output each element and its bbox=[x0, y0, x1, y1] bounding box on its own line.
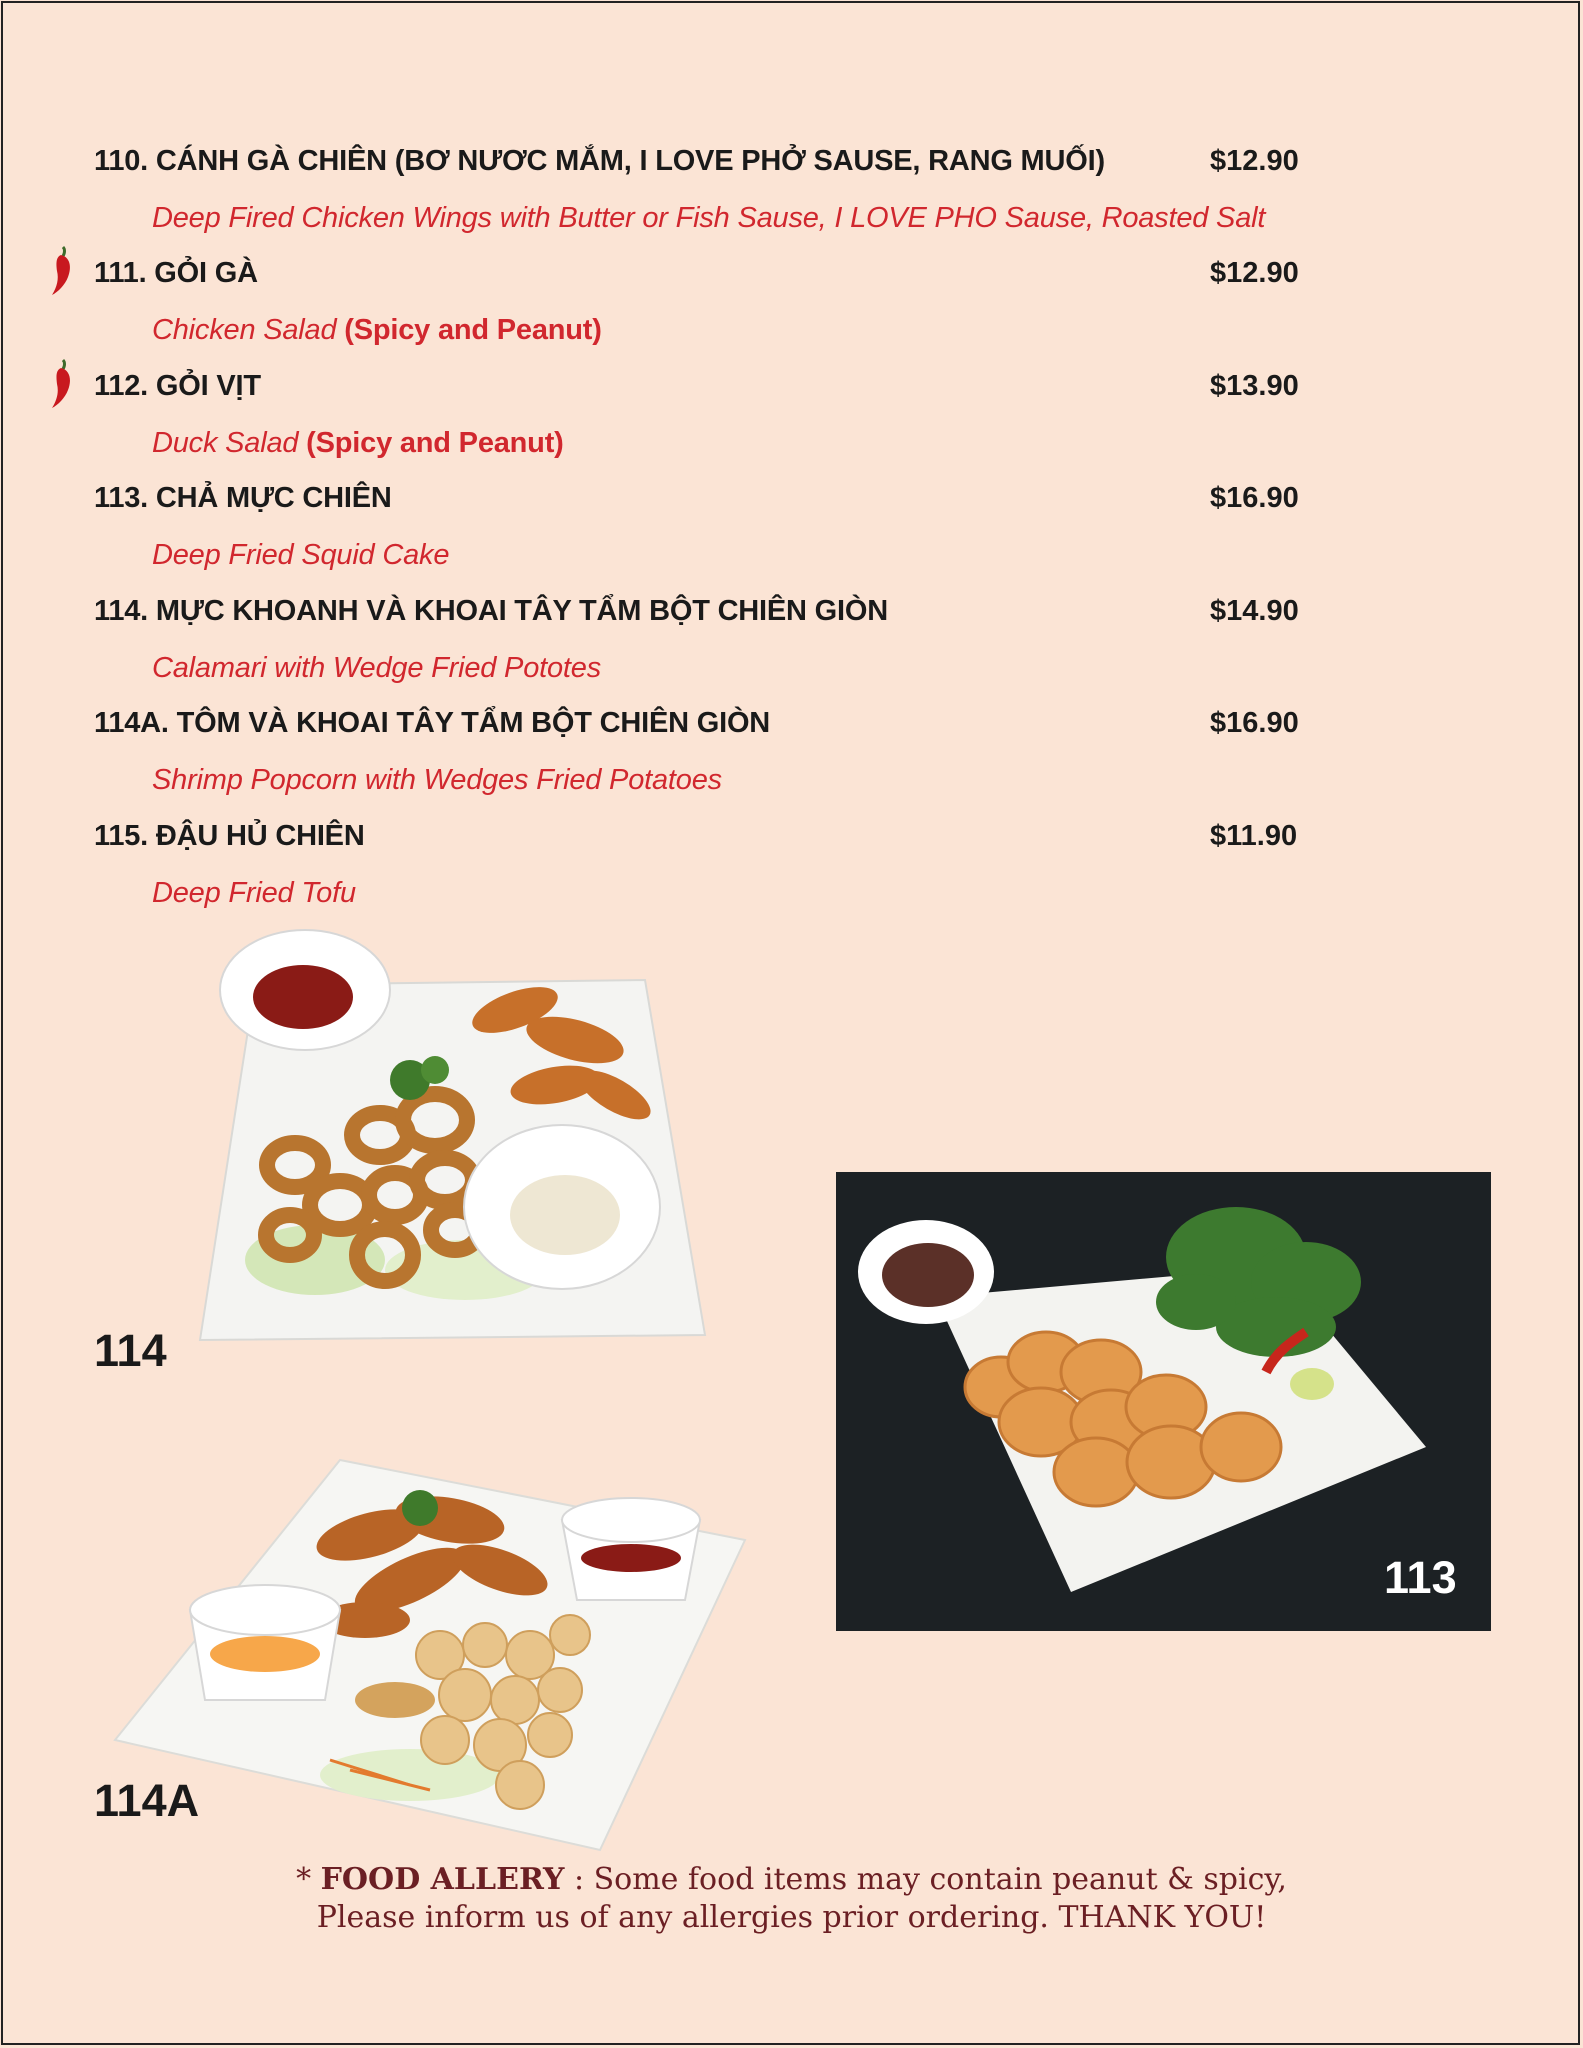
item-title: 111. GỎI GÀ bbox=[94, 257, 258, 289]
photo-114a-shrimp-popcorn bbox=[110, 1440, 760, 1860]
item-desc-text: Chicken Salad bbox=[152, 314, 345, 346]
item-description bbox=[152, 314, 602, 347]
photo-113-squid-cake bbox=[836, 1172, 1491, 1631]
item-price: $14.90 bbox=[1210, 595, 1299, 627]
item-price: $11.90 bbox=[1210, 820, 1298, 852]
item-description bbox=[152, 652, 601, 685]
item-title: 110. CÁNH GÀ CHIÊN (BƠ NƯƠC MẮM, I LOVE PHỞ SAUSE, RANG MUỐI) bbox=[94, 145, 1105, 177]
item-desc-text: Deep Fired Chicken Wings with Butter or Fish Sause, I LOVE PHO Sause, Roasted Salt bbox=[152, 202, 1266, 234]
food-photo-illustration bbox=[165, 925, 785, 1350]
photo-114-calamari bbox=[165, 925, 785, 1350]
item-desc-text: Calamari with Wedge Fried Pototes bbox=[152, 652, 602, 684]
item-price: $16.90 bbox=[1210, 482, 1299, 514]
item-title: 115. ĐẬU HỦ CHIÊN bbox=[94, 820, 365, 852]
item-price: $13.90 bbox=[1210, 370, 1299, 402]
item-price: $16.90 bbox=[1210, 707, 1299, 739]
allergy-notice-line-1 bbox=[0, 1861, 1583, 1899]
item-price: $12.90 bbox=[1210, 145, 1299, 177]
item-description bbox=[152, 764, 722, 797]
item-description bbox=[152, 877, 356, 910]
food-photo-illustration bbox=[110, 1440, 760, 1860]
allergy-notice bbox=[0, 1861, 1583, 1937]
chili-pepper-icon bbox=[48, 358, 74, 410]
item-description bbox=[152, 202, 1265, 235]
item-description bbox=[152, 539, 449, 572]
photo-label-113: 113 bbox=[1384, 1552, 1457, 1603]
item-desc-text: Deep Fried Squid Cake bbox=[152, 539, 450, 571]
item-title: 114. MỰC KHOANH VÀ KHOAI TÂY TẨM BỘT CHIÊN GIÒN bbox=[94, 595, 888, 627]
item-desc-text: Deep Fried Tofu bbox=[152, 877, 356, 909]
item-desc-text: Duck Salad bbox=[152, 427, 307, 459]
item-note: (Spicy and Peanut) bbox=[344, 314, 602, 346]
item-title: 112. GỎI VỊT bbox=[94, 370, 261, 402]
item-description bbox=[152, 427, 564, 460]
allergy-text-2: Please inform us of any allergies prior ordering. THANK YOU! bbox=[316, 1900, 1267, 1935]
item-title: 113. CHẢ MỰC CHIÊN bbox=[94, 482, 392, 514]
allergy-heading: FOOD ALLERY bbox=[320, 1862, 565, 1897]
allergy-text-1: : Some food items may contain peanut & spicy, bbox=[564, 1862, 1287, 1897]
photo-label-114: 114 bbox=[94, 1325, 167, 1376]
item-price: $12.90 bbox=[1210, 257, 1299, 289]
item-note: (Spicy and Peanut) bbox=[306, 427, 564, 459]
photo-label-114a: 114A bbox=[94, 1775, 200, 1826]
item-title: 114A. TÔM VÀ KHOAI TÂY TẨM BỘT CHIÊN GIÒN bbox=[94, 707, 771, 739]
item-desc-text: Shrimp Popcorn with Wedges Fried Potatoes bbox=[152, 764, 722, 796]
allergy-asterisk: * bbox=[296, 1862, 321, 1897]
chili-pepper-icon bbox=[48, 245, 74, 297]
